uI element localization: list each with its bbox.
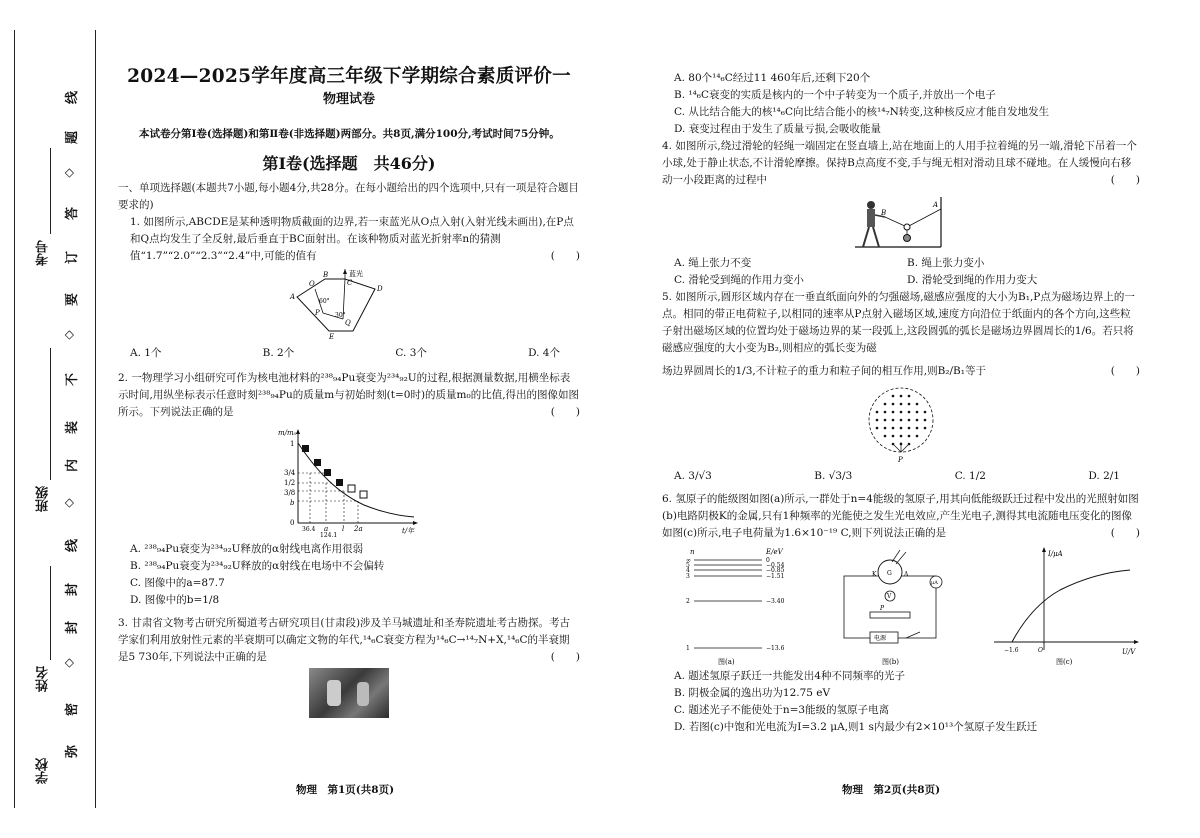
figure-caption: 图(b) bbox=[882, 658, 899, 666]
option-b[interactable]: B. 阴极金属的逸出功为12.75 eV bbox=[674, 687, 831, 699]
photoelectric-circuit bbox=[836, 546, 946, 666]
fig-label: V bbox=[887, 593, 892, 600]
seal-char: 线 bbox=[65, 538, 81, 553]
question-4-options bbox=[662, 272, 1140, 289]
fig-label: A bbox=[290, 293, 296, 301]
fig-label: G bbox=[887, 570, 892, 577]
circuit-wire bbox=[844, 576, 936, 638]
seal-char: 密 bbox=[65, 702, 81, 717]
n-header: n bbox=[690, 548, 695, 556]
field-dot bbox=[908, 419, 911, 422]
tick-label: a bbox=[324, 525, 329, 533]
option-b[interactable]: B. 绳上张力变小 bbox=[907, 257, 985, 269]
option-b[interactable]: B. √3/3 bbox=[814, 470, 853, 482]
page-1 bbox=[118, 62, 580, 718]
option-d[interactable]: D. 图像中的b=1/8 bbox=[130, 594, 220, 606]
question-1-options bbox=[118, 345, 580, 362]
level-n: 3 bbox=[686, 573, 690, 580]
data-marker bbox=[348, 485, 355, 492]
page-2 bbox=[662, 70, 1140, 736]
class-label: 班级 bbox=[36, 486, 51, 512]
field-dot bbox=[916, 435, 919, 438]
arrow-icon bbox=[413, 521, 418, 525]
seal-char: 封 bbox=[65, 582, 81, 597]
page-2-footer: 物理 第2页(共8页) bbox=[842, 784, 941, 796]
tick-label: −1.6 bbox=[1004, 647, 1019, 654]
y-axis-label: m/m₀ bbox=[278, 429, 297, 437]
field-dot bbox=[892, 435, 895, 438]
section-title: 第Ⅰ卷(选择题 共46分) bbox=[262, 154, 436, 173]
velocity-arrow-icon bbox=[901, 444, 909, 452]
x-axis-label: U/V bbox=[1122, 648, 1136, 656]
fig-label: B bbox=[323, 271, 329, 279]
person-leg bbox=[873, 227, 879, 247]
energy-level-diagram bbox=[662, 546, 792, 666]
seal-char: 不 bbox=[65, 372, 81, 387]
binding-margin bbox=[0, 0, 110, 838]
field-dot bbox=[900, 395, 903, 398]
q4-stem-text: 4. 如图所示,绕过滑轮的轻绳一端固定在竖直墙上,站在地面上的人用手拉着绳的另一端,滑轮下吊着一个小球,处于静止状态,不计滑轮摩擦。保持B点高度不变,手与绳无相对滑动且球不碰地。在人缓慢向右移动一小段距离的过程中 bbox=[662, 140, 1137, 186]
photocurrent-curve bbox=[1012, 570, 1130, 642]
y-axis-label: I/μA bbox=[1048, 550, 1063, 558]
seal-char: 要 bbox=[65, 292, 81, 307]
rope bbox=[885, 217, 907, 227]
seal-char: 答 bbox=[65, 206, 81, 221]
q3-option-c[interactable]: C. 从比结合能大的核¹⁴₆C向比结合能小的核¹⁴₇N转变,这种核反应才能自发地发生 bbox=[674, 106, 1050, 118]
field-dot bbox=[892, 395, 895, 398]
artifact-shape bbox=[327, 680, 341, 706]
question-5-stem: 5. 如图所示,圆形区域内存在一垂直纸面向外的匀强磁场,磁感应强度的大小为B₁,P点为磁场边界上的一点。相同的带正电荷粒子,以相同的速率从P点射入磁场区域,速度方向沿位于纸面内的各个方向,这些粒子射出磁场区域的位置均处于磁场边界的某一段弧上,这段圆弧的弧长是磁场边界圆周长的1/6。若只将磁感应强度的大小变为B₂,则相应的弧长变为磁 bbox=[662, 291, 1135, 354]
diamond-icon: ◇ bbox=[61, 330, 76, 340]
option-b[interactable]: B. ²³⁸₉₄Pu衰变为²³⁴₉₂U释放的α射线在电场中不会偏转 bbox=[130, 560, 385, 572]
field-dot bbox=[908, 411, 911, 414]
exam-no-blank[interactable] bbox=[50, 148, 51, 234]
field-dot bbox=[892, 419, 895, 422]
field-dot bbox=[884, 435, 887, 438]
answer-paren[interactable]: ( ) bbox=[1110, 174, 1140, 186]
tick-label: 124.1 bbox=[320, 532, 338, 537]
q3-option-b[interactable]: B. ¹⁴₆C衰变的实质是核内的一个中子转变为一个质子,并放出一个电子 bbox=[674, 89, 996, 101]
field-dot bbox=[916, 403, 919, 406]
field-dot bbox=[908, 403, 911, 406]
seal-char: 题 bbox=[65, 130, 81, 145]
option-a[interactable]: A. 1个 bbox=[130, 347, 162, 359]
option-c[interactable]: C. 3个 bbox=[395, 347, 427, 359]
answer-paren[interactable]: ( ) bbox=[1110, 365, 1140, 377]
level-e: −13.6 bbox=[766, 645, 785, 652]
field-dot bbox=[900, 427, 903, 430]
question-4-stem bbox=[662, 138, 1140, 189]
person-body bbox=[867, 209, 875, 227]
seal-char: 装 bbox=[65, 420, 81, 435]
option-a[interactable]: A. ²³⁸₉₄Pu衰变为²³⁴₉₂U释放的α射线电离作用很弱 bbox=[130, 543, 364, 555]
tick-label: b bbox=[290, 499, 295, 507]
q5-magnetic-field-figure bbox=[861, 384, 941, 464]
q3-stem-text: 3. 甘肃省文物考古研究所蜀道考古研究项目(甘肃段)涉及羊马城遗址和圣寿院遗址考古勘探。考古学家们利用放射性元素的半衰期可以确定文物的年代,¹⁴₆C衰变方程为¹⁴₆C→¹⁴₇N+X,¹⁴₆C的半衰期是5 730年,下列说法中正确的是 bbox=[118, 617, 571, 663]
tick-label: 1 bbox=[290, 440, 295, 448]
decay-curve bbox=[298, 443, 414, 517]
fig-label: O bbox=[309, 280, 315, 288]
option-d[interactable]: D. 2/1 bbox=[1088, 470, 1120, 482]
person-head bbox=[867, 201, 875, 209]
question-1-stem bbox=[118, 214, 580, 265]
question-3-stem bbox=[118, 615, 580, 666]
field-dot bbox=[892, 411, 895, 414]
fig-label: Q bbox=[345, 319, 351, 327]
question-4-options bbox=[662, 255, 1140, 272]
question-5-stem-cont bbox=[662, 363, 1140, 380]
tick-label: 2a bbox=[354, 525, 363, 533]
level-n: ∞ bbox=[686, 557, 691, 564]
level-n: 5 bbox=[686, 562, 690, 569]
fig-label: 30° bbox=[335, 312, 346, 319]
fig-label: B bbox=[881, 209, 887, 217]
diamond-icon: ◇ bbox=[61, 168, 76, 178]
fig-label: 电源 bbox=[874, 635, 887, 642]
binding-line-inner bbox=[95, 30, 96, 808]
field-dot bbox=[884, 419, 887, 422]
field-dot bbox=[892, 427, 895, 430]
option-d[interactable]: D. 4个 bbox=[528, 347, 560, 359]
diamond-icon: ◇ bbox=[61, 658, 76, 668]
velocity-arrow-icon bbox=[893, 444, 901, 452]
tick-label: l bbox=[342, 525, 345, 533]
field-dot bbox=[884, 411, 887, 414]
field-dot bbox=[884, 427, 887, 430]
field-dot bbox=[924, 419, 927, 422]
q2-stem-text: 2. 一物理学习小组研究可作为核电池材料的²³⁸₉₄Pu衰变为²³⁴₉₂U的过程,根据测量数据,用横坐标表示时间,用纵坐标表示任意时刻²³⁸₉₄Pu的质量m与初始时刻(t=0时)的质量m₀的比值,得出的图像如图所示。下列说法正确的是 bbox=[118, 372, 580, 418]
class-blank[interactable] bbox=[50, 348, 51, 480]
question-4 bbox=[662, 138, 1140, 289]
binding-line-outer bbox=[14, 30, 15, 808]
ball-icon bbox=[904, 235, 911, 242]
exam-intro: 本试卷分第Ⅰ卷(选择题)和第Ⅱ卷(非选择题)两部分。共8页,满分100分,考试时间75分钟。 bbox=[139, 128, 560, 140]
field-dots bbox=[876, 395, 927, 446]
tick-label: 3/8 bbox=[284, 489, 296, 497]
data-marker bbox=[302, 445, 309, 452]
artifact-shape bbox=[357, 682, 369, 706]
q5-stem-text: 场边界圆周长的1/3,不计粒子的重力和粒子间的相互作用,则B₂/B₁等于 bbox=[662, 365, 986, 377]
option-c[interactable]: C. 题述光子不能使处于n=3能级的氢原子电离 bbox=[674, 704, 890, 716]
field-dot bbox=[916, 427, 919, 430]
answer-paren[interactable]: ( ) bbox=[1110, 527, 1140, 539]
level-n: 2 bbox=[686, 598, 690, 605]
q3-option-a[interactable]: A. 80个¹⁴₆C经过11 460年后,还剩下20个 bbox=[674, 72, 871, 84]
q6-figures bbox=[662, 546, 1140, 666]
fig-label: μA bbox=[931, 580, 938, 586]
artifact-photo bbox=[309, 668, 389, 718]
question-5-options bbox=[662, 468, 1140, 485]
question-5 bbox=[662, 289, 1140, 485]
option-a[interactable]: A. 题述氢原子跃迁一共能发出4种不同频率的光子 bbox=[674, 670, 905, 682]
tick-label: 0 bbox=[290, 519, 295, 527]
field-dot bbox=[900, 419, 903, 422]
question-6 bbox=[662, 491, 1140, 736]
data-marker bbox=[336, 479, 343, 486]
q6-stem-text: 6. 氢原子的能级图如图(a)所示,一群处于n=4能级的氢原子,用其向低能级跃迁过程中发出的光照射如图(b)电路阴极K的金属,只有1种频率的光能使之发生光电效应,产生光电子,测得其电流随电压变化的图像如图(c)所示,电子电荷量为1.6×10⁻¹⁹ C,则下列说法正确的是 bbox=[662, 493, 1139, 539]
option-d[interactable]: D. 若图(c)中饱和光电流为I=3.2 μA,则1 s内最少有2×10¹³个氢原子发生跃迁 bbox=[674, 721, 1038, 733]
level-n: 1 bbox=[686, 645, 690, 652]
level-e: −1.51 bbox=[766, 573, 785, 580]
arrow-icon bbox=[296, 429, 300, 434]
field-dot bbox=[916, 419, 919, 422]
fig-label: P bbox=[898, 456, 903, 464]
fig-label: P bbox=[315, 309, 320, 317]
field-dot bbox=[908, 427, 911, 430]
data-marker bbox=[324, 469, 331, 476]
seal-char: 封 bbox=[65, 620, 81, 635]
x-axis-label: t/年 bbox=[402, 527, 415, 535]
figure-caption: 图(a) bbox=[718, 658, 735, 666]
seal-char: 弥 bbox=[65, 744, 81, 759]
school-label: 学校 bbox=[36, 758, 51, 784]
fig-label: C bbox=[347, 279, 353, 287]
option-d[interactable]: D. 滑轮受到绳的作用力变大 bbox=[907, 274, 1038, 286]
rope bbox=[907, 209, 941, 227]
level-e: −0.85 bbox=[766, 567, 785, 574]
level-n: 4 bbox=[686, 567, 690, 574]
data-marker bbox=[314, 459, 321, 466]
field-dot bbox=[892, 403, 895, 406]
question-3 bbox=[118, 615, 580, 718]
level-e: −3.40 bbox=[766, 598, 785, 605]
origin-label: O bbox=[1038, 647, 1043, 654]
option-a[interactable]: A. 3/√3 bbox=[674, 470, 712, 482]
tick-label: 36.4 bbox=[302, 526, 316, 533]
seal-char: 订 bbox=[65, 250, 81, 265]
iu-curve-graph bbox=[990, 546, 1140, 666]
field-dot bbox=[908, 435, 911, 438]
q1-prism-figure bbox=[289, 269, 409, 341]
question-6-stem bbox=[662, 491, 1140, 542]
person-leg bbox=[863, 227, 869, 247]
field-dot bbox=[876, 427, 879, 430]
exam-no-label: 考号 bbox=[36, 240, 51, 266]
field-dot bbox=[900, 403, 903, 406]
diamond-icon: ◇ bbox=[61, 498, 76, 508]
answer-paren[interactable]: ( ) bbox=[550, 651, 580, 663]
answer-paren[interactable]: ( ) bbox=[550, 250, 580, 262]
exam-title: 2024—2025学年度高三年级下学期综合素质评价一 bbox=[127, 66, 571, 87]
rheostat-icon bbox=[870, 612, 910, 618]
option-c[interactable]: C. 1/2 bbox=[954, 470, 986, 482]
option-a[interactable]: A. 绳上张力不变 bbox=[674, 257, 752, 269]
q4-pulley-figure bbox=[851, 193, 951, 251]
field-dot bbox=[924, 427, 927, 430]
question-2 bbox=[118, 370, 580, 609]
level-e: −0.54 bbox=[766, 562, 785, 569]
switch-icon[interactable] bbox=[906, 632, 920, 638]
tick-label: 3/4 bbox=[284, 469, 296, 477]
field-dot bbox=[908, 395, 911, 398]
name-label: 姓名 bbox=[36, 666, 51, 692]
tick-label: 1/2 bbox=[284, 479, 296, 487]
fig-label: K bbox=[872, 571, 877, 578]
option-c[interactable]: C. 滑轮受到绳的作用力变小 bbox=[674, 274, 804, 286]
option-b[interactable]: B. 2个 bbox=[262, 347, 295, 359]
field-dot bbox=[900, 411, 903, 414]
q1-stem-text: 1. 如图所示,ABCDE是某种透明物质截面的边界,若一束蓝光从O点入射(入射光线未画出),在P点和Q点均发生了全反射,最后垂直于BC面射出。在该种物质对蓝光折射率n的猜测值“1.7”“2.0”“2.3”“2.4”中,可能的值有 bbox=[130, 216, 574, 262]
question-2-stem bbox=[118, 370, 580, 421]
fig-label: 蓝光 bbox=[349, 270, 363, 278]
name-blank[interactable] bbox=[50, 566, 51, 660]
field-dot bbox=[924, 411, 927, 414]
field-dot bbox=[884, 403, 887, 406]
fig-label: E bbox=[329, 333, 335, 341]
field-dot bbox=[876, 419, 879, 422]
fig-label: A bbox=[904, 571, 909, 578]
fig-label: P bbox=[880, 605, 885, 612]
fig-label: 60° bbox=[319, 298, 330, 305]
exam-subtitle: 物理试卷 bbox=[322, 92, 375, 107]
e-header: E/eV bbox=[766, 548, 783, 556]
arrow-icon bbox=[1042, 547, 1046, 552]
seal-char: 线 bbox=[65, 90, 81, 105]
level-e: 0 bbox=[766, 557, 770, 564]
field-dot bbox=[916, 411, 919, 414]
q2-decay-graph bbox=[274, 425, 424, 537]
fig-label: D bbox=[377, 285, 383, 293]
seal-char: 内 bbox=[65, 458, 81, 473]
option-c[interactable]: C. 图像中的a=87.7 bbox=[130, 577, 225, 589]
field-dot bbox=[900, 435, 903, 438]
field-dot bbox=[876, 411, 879, 414]
fig-label: A bbox=[933, 201, 939, 209]
answer-paren[interactable]: ( ) bbox=[550, 406, 580, 418]
arrow-icon bbox=[343, 269, 347, 274]
figure-caption: 图(c) bbox=[1056, 658, 1073, 666]
q3-option-d[interactable]: D. 衰变过程由于发生了质量亏损,会吸收能量 bbox=[674, 123, 882, 135]
part-heading: 一、单项选择题(本题共7小题,每小题4分,共28分。在每小题给出的四个选项中,只有一项是符合题目要求的) bbox=[118, 182, 579, 211]
page-1-footer: 物理 第1页(共8页) bbox=[296, 784, 395, 796]
data-marker bbox=[360, 491, 367, 498]
question-1 bbox=[118, 214, 580, 362]
arrow-icon bbox=[1134, 640, 1139, 644]
pulley-icon bbox=[904, 224, 910, 230]
